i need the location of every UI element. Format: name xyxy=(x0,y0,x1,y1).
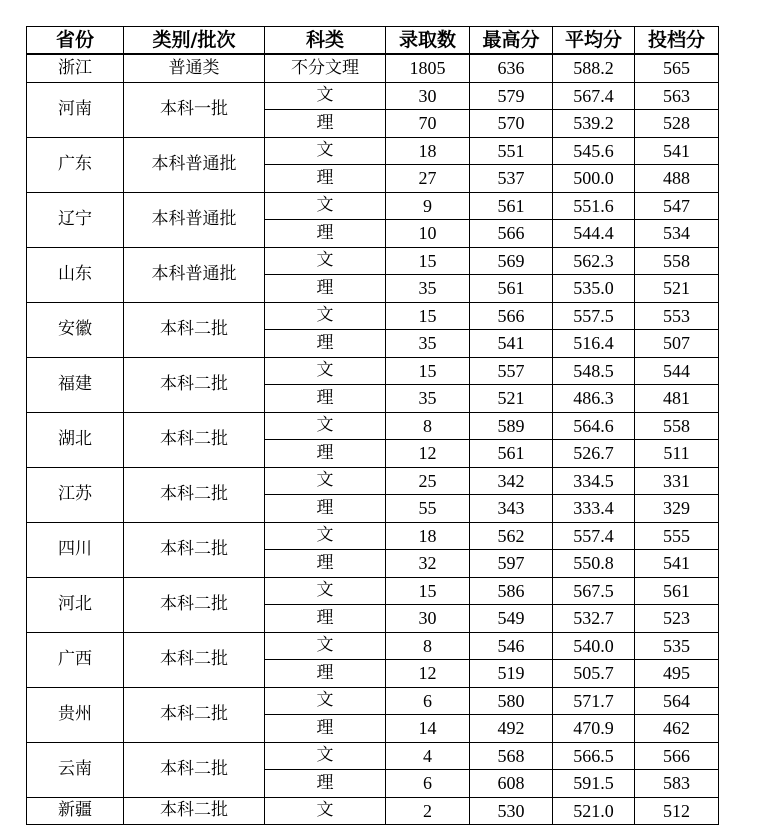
cell-avg-score: 545.6 xyxy=(553,137,635,165)
cell-avg-score: 539.2 xyxy=(553,110,635,138)
cell-category: 本科二批 xyxy=(124,357,265,412)
cell-subject: 文 xyxy=(265,467,386,495)
cell-avg-score: 550.8 xyxy=(553,550,635,578)
cell-admitted: 18 xyxy=(386,137,470,165)
table-row xyxy=(27,412,719,440)
cell-avg-score: 486.3 xyxy=(553,385,635,413)
cell-cutoff-score: 495 xyxy=(635,660,719,688)
cell-admitted: 32 xyxy=(386,550,470,578)
header-category: 类别/批次 xyxy=(124,27,265,55)
cell-subject: 文 xyxy=(265,82,386,110)
cell-admitted: 4 xyxy=(386,742,470,770)
cell-subject: 文 xyxy=(265,412,386,440)
table-row xyxy=(27,742,719,770)
table-row xyxy=(27,357,719,385)
cell-cutoff-score: 512 xyxy=(635,797,719,825)
table-row xyxy=(27,687,719,715)
cell-cutoff-score: 462 xyxy=(635,715,719,743)
cell-cutoff-score: 563 xyxy=(635,82,719,110)
cell-subject: 理 xyxy=(265,330,386,358)
cell-max-score: 566 xyxy=(470,302,553,330)
cell-cutoff-score: 565 xyxy=(635,54,719,82)
cell-subject: 文 xyxy=(265,632,386,660)
cell-max-score: 342 xyxy=(470,467,553,495)
cell-category: 本科二批 xyxy=(124,632,265,687)
cell-category: 本科普通批 xyxy=(124,137,265,192)
cell-admitted: 8 xyxy=(386,632,470,660)
cell-cutoff-score: 331 xyxy=(635,467,719,495)
cell-avg-score: 334.5 xyxy=(553,467,635,495)
cell-avg-score: 557.4 xyxy=(553,522,635,550)
cell-category: 本科二批 xyxy=(124,302,265,357)
cell-max-score: 566 xyxy=(470,220,553,248)
table-row xyxy=(27,54,719,82)
cell-admitted: 15 xyxy=(386,577,470,605)
cell-category: 本科二批 xyxy=(124,797,265,825)
cell-max-score: 586 xyxy=(470,577,553,605)
cell-max-score: 636 xyxy=(470,54,553,82)
table-row xyxy=(27,632,719,660)
cell-province: 河北 xyxy=(27,577,124,632)
cell-province: 广西 xyxy=(27,632,124,687)
cell-avg-score: 567.4 xyxy=(553,82,635,110)
cell-admitted: 9 xyxy=(386,192,470,220)
cell-max-score: 537 xyxy=(470,165,553,193)
cell-subject: 文 xyxy=(265,687,386,715)
cell-admitted: 70 xyxy=(386,110,470,138)
cell-subject: 理 xyxy=(265,165,386,193)
cell-admitted: 55 xyxy=(386,495,470,523)
cell-subject: 理 xyxy=(265,550,386,578)
cell-avg-score: 557.5 xyxy=(553,302,635,330)
cell-cutoff-score: 566 xyxy=(635,742,719,770)
cell-subject: 理 xyxy=(265,110,386,138)
cell-subject: 文 xyxy=(265,522,386,550)
admission-scores-table xyxy=(26,26,719,825)
cell-cutoff-score: 583 xyxy=(635,770,719,798)
cell-admitted: 30 xyxy=(386,82,470,110)
cell-max-score: 597 xyxy=(470,550,553,578)
cell-avg-score: 540.0 xyxy=(553,632,635,660)
cell-admitted: 15 xyxy=(386,247,470,275)
cell-max-score: 608 xyxy=(470,770,553,798)
cell-max-score: 546 xyxy=(470,632,553,660)
cell-max-score: 541 xyxy=(470,330,553,358)
cell-avg-score: 532.7 xyxy=(553,605,635,633)
cell-subject: 文 xyxy=(265,357,386,385)
table-body xyxy=(27,54,719,825)
cell-subject: 文 xyxy=(265,742,386,770)
cell-cutoff-score: 541 xyxy=(635,550,719,578)
table-row xyxy=(27,577,719,605)
cell-category: 本科二批 xyxy=(124,577,265,632)
header-avg-score: 平均分 xyxy=(553,27,635,55)
cell-cutoff-score: 507 xyxy=(635,330,719,358)
cell-province: 安徽 xyxy=(27,302,124,357)
cell-subject: 理 xyxy=(265,440,386,468)
cell-admitted: 15 xyxy=(386,357,470,385)
cell-max-score: 521 xyxy=(470,385,553,413)
cell-max-score: 568 xyxy=(470,742,553,770)
cell-admitted: 6 xyxy=(386,770,470,798)
cell-avg-score: 544.4 xyxy=(553,220,635,248)
table-row xyxy=(27,247,719,275)
cell-category: 本科二批 xyxy=(124,742,265,797)
cell-province: 广东 xyxy=(27,137,124,192)
cell-category: 普通类 xyxy=(124,54,265,82)
cell-max-score: 562 xyxy=(470,522,553,550)
cell-category: 本科二批 xyxy=(124,412,265,467)
table-row xyxy=(27,522,719,550)
header-province: 省份 xyxy=(27,27,124,55)
cell-province: 湖北 xyxy=(27,412,124,467)
cell-cutoff-score: 481 xyxy=(635,385,719,413)
cell-max-score: 492 xyxy=(470,715,553,743)
cell-subject: 理 xyxy=(265,660,386,688)
cell-subject: 理 xyxy=(265,605,386,633)
cell-max-score: 579 xyxy=(470,82,553,110)
cell-subject: 理 xyxy=(265,220,386,248)
table-row xyxy=(27,467,719,495)
table-row xyxy=(27,797,719,825)
cell-cutoff-score: 547 xyxy=(635,192,719,220)
cell-admitted: 30 xyxy=(386,605,470,633)
cell-avg-score: 588.2 xyxy=(553,54,635,82)
cell-cutoff-score: 528 xyxy=(635,110,719,138)
cell-cutoff-score: 558 xyxy=(635,412,719,440)
cell-cutoff-score: 564 xyxy=(635,687,719,715)
cell-avg-score: 564.6 xyxy=(553,412,635,440)
cell-category: 本科二批 xyxy=(124,687,265,742)
cell-admitted: 6 xyxy=(386,687,470,715)
cell-subject: 理 xyxy=(265,275,386,303)
header-cutoff-score: 投档分 xyxy=(635,27,719,55)
cell-avg-score: 571.7 xyxy=(553,687,635,715)
header-admitted: 录取数 xyxy=(386,27,470,55)
cell-avg-score: 505.7 xyxy=(553,660,635,688)
cell-admitted: 18 xyxy=(386,522,470,550)
header-subject: 科类 xyxy=(265,27,386,55)
cell-subject: 理 xyxy=(265,770,386,798)
cell-max-score: 580 xyxy=(470,687,553,715)
cell-avg-score: 548.5 xyxy=(553,357,635,385)
cell-avg-score: 562.3 xyxy=(553,247,635,275)
cell-province: 福建 xyxy=(27,357,124,412)
cell-max-score: 557 xyxy=(470,357,553,385)
cell-avg-score: 333.4 xyxy=(553,495,635,523)
cell-province: 河南 xyxy=(27,82,124,137)
cell-admitted: 1805 xyxy=(386,54,470,82)
cell-subject: 文 xyxy=(265,577,386,605)
cell-category: 本科二批 xyxy=(124,522,265,577)
cell-max-score: 549 xyxy=(470,605,553,633)
cell-province: 山东 xyxy=(27,247,124,302)
cell-cutoff-score: 329 xyxy=(635,495,719,523)
cell-max-score: 561 xyxy=(470,440,553,468)
cell-category: 本科普通批 xyxy=(124,192,265,247)
cell-cutoff-score: 561 xyxy=(635,577,719,605)
admission-table-container xyxy=(26,26,719,825)
cell-subject: 文 xyxy=(265,137,386,165)
cell-max-score: 589 xyxy=(470,412,553,440)
table-row xyxy=(27,82,719,110)
cell-max-score: 569 xyxy=(470,247,553,275)
cell-subject: 文 xyxy=(265,192,386,220)
cell-province: 云南 xyxy=(27,742,124,797)
cell-cutoff-score: 558 xyxy=(635,247,719,275)
cell-subject: 文 xyxy=(265,797,386,825)
cell-province: 江苏 xyxy=(27,467,124,522)
cell-subject: 理 xyxy=(265,495,386,523)
cell-cutoff-score: 535 xyxy=(635,632,719,660)
cell-admitted: 14 xyxy=(386,715,470,743)
cell-subject: 不分文理 xyxy=(265,54,386,82)
cell-admitted: 8 xyxy=(386,412,470,440)
header-row xyxy=(27,27,719,55)
cell-avg-score: 591.5 xyxy=(553,770,635,798)
cell-max-score: 570 xyxy=(470,110,553,138)
cell-admitted: 27 xyxy=(386,165,470,193)
cell-avg-score: 551.6 xyxy=(553,192,635,220)
cell-admitted: 35 xyxy=(386,330,470,358)
cell-avg-score: 521.0 xyxy=(553,797,635,825)
cell-max-score: 343 xyxy=(470,495,553,523)
cell-province: 贵州 xyxy=(27,687,124,742)
cell-avg-score: 535.0 xyxy=(553,275,635,303)
header-max-score: 最高分 xyxy=(470,27,553,55)
cell-max-score: 561 xyxy=(470,275,553,303)
cell-cutoff-score: 521 xyxy=(635,275,719,303)
cell-admitted: 12 xyxy=(386,440,470,468)
cell-avg-score: 470.9 xyxy=(553,715,635,743)
cell-admitted: 2 xyxy=(386,797,470,825)
cell-province: 新疆 xyxy=(27,797,124,825)
cell-category: 本科二批 xyxy=(124,467,265,522)
cell-avg-score: 500.0 xyxy=(553,165,635,193)
cell-subject: 理 xyxy=(265,385,386,413)
cell-max-score: 561 xyxy=(470,192,553,220)
cell-province: 四川 xyxy=(27,522,124,577)
cell-cutoff-score: 534 xyxy=(635,220,719,248)
cell-category: 本科一批 xyxy=(124,82,265,137)
cell-province: 辽宁 xyxy=(27,192,124,247)
cell-avg-score: 526.7 xyxy=(553,440,635,468)
cell-subject: 文 xyxy=(265,247,386,275)
cell-cutoff-score: 541 xyxy=(635,137,719,165)
cell-category: 本科普通批 xyxy=(124,247,265,302)
cell-cutoff-score: 488 xyxy=(635,165,719,193)
cell-admitted: 35 xyxy=(386,275,470,303)
cell-admitted: 35 xyxy=(386,385,470,413)
cell-cutoff-score: 523 xyxy=(635,605,719,633)
cell-province: 浙江 xyxy=(27,54,124,82)
cell-subject: 文 xyxy=(265,302,386,330)
cell-admitted: 10 xyxy=(386,220,470,248)
cell-cutoff-score: 511 xyxy=(635,440,719,468)
table-row xyxy=(27,137,719,165)
cell-cutoff-score: 553 xyxy=(635,302,719,330)
cell-avg-score: 516.4 xyxy=(553,330,635,358)
cell-subject: 理 xyxy=(265,715,386,743)
table-row xyxy=(27,302,719,330)
cell-cutoff-score: 544 xyxy=(635,357,719,385)
cell-max-score: 551 xyxy=(470,137,553,165)
cell-max-score: 530 xyxy=(470,797,553,825)
cell-avg-score: 566.5 xyxy=(553,742,635,770)
cell-admitted: 15 xyxy=(386,302,470,330)
cell-admitted: 25 xyxy=(386,467,470,495)
cell-max-score: 519 xyxy=(470,660,553,688)
cell-avg-score: 567.5 xyxy=(553,577,635,605)
cell-cutoff-score: 555 xyxy=(635,522,719,550)
cell-admitted: 12 xyxy=(386,660,470,688)
table-row xyxy=(27,192,719,220)
